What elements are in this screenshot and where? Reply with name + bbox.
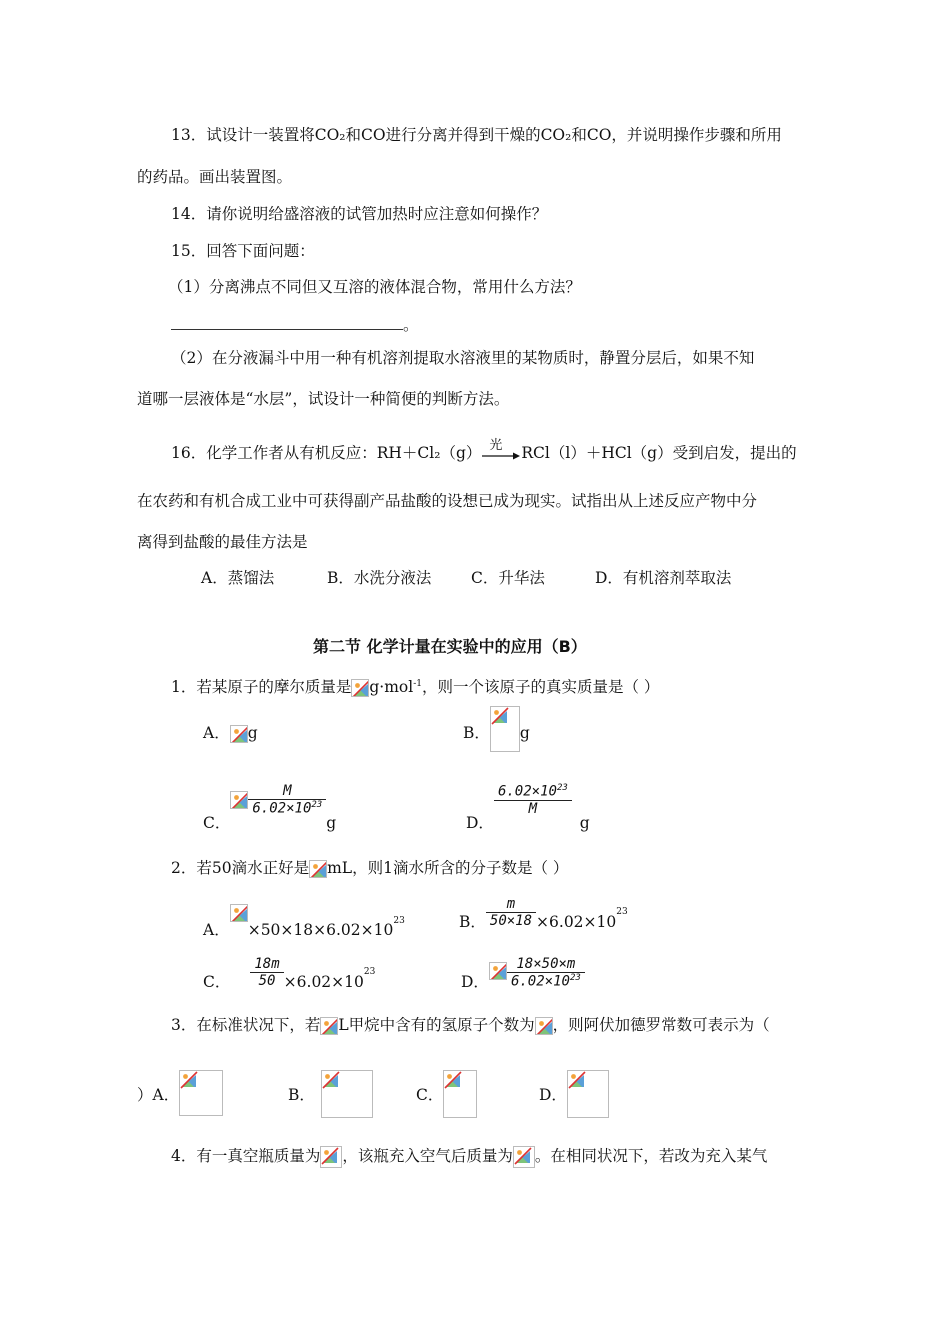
formula-image-icon [320,1017,338,1035]
q16-line2: 在农药和有机合成工业中可获得副产品盐酸的设想已成为现实。试指出从上述反应产物中分 [137,492,758,510]
exponent: 23 [311,800,323,810]
expression: ×6.02×10 [283,972,364,991]
option-label: C． [203,813,231,832]
fraction [250,956,283,989]
s1-option-d[interactable] [466,783,590,832]
numerator: 18m [250,956,283,973]
option-label: B． [463,724,490,742]
q13-line2: 的药品。画出装置图。 [137,168,293,186]
s2-option-b[interactable] [459,896,628,929]
s4-pre: 4．有一真空瓶质量为 [171,1147,321,1165]
option-label: A． [203,724,230,742]
unit: g [579,813,590,832]
option-label: D． [461,972,489,991]
s1-stem [171,673,659,698]
q15-2-line2: 道哪一层液体是“水层”，试设计一种简便的判断方法。 [137,390,510,408]
s1-post: ，则一个该原子的真实质量是（ ） [422,678,660,697]
option-label: C． [416,1086,444,1104]
q16-option-c[interactable]: C．升华法 [471,569,545,587]
q13-line1: 13．试设计一装置将CO₂和CO进行分离并得到干燥的CO₂和CO，并说明操作步骤和所用 [171,126,782,144]
formula-image-icon [230,904,248,922]
q16-line1 [171,438,797,465]
q16-pre: 16．化学工作者从有机反应：RH＋Cl₂（g） [171,444,482,462]
s3-option-b[interactable] [288,1070,373,1118]
s2-option-c[interactable] [203,956,375,989]
s3-option-d[interactable] [539,1070,609,1118]
formula-image-icon [567,1070,609,1118]
q16-option-d[interactable]: D．有机溶剂萃取法 [595,569,732,587]
q14: 14．请你说明给盛溶液的试管加热时应注意如何操作？ [171,205,548,223]
unit: g [326,813,337,832]
s3-option-c[interactable] [416,1070,477,1118]
section-title: 第二节 化学计量在实验中的应用（B） [313,637,587,656]
formula-image-icon [309,860,327,878]
right-arrow-icon [481,443,521,465]
exponent: 23 [569,973,581,983]
exponent: 23 [393,915,405,926]
numerator: 6.02×10 [497,783,557,800]
expression: ×50×18×6.02×10 [247,921,394,939]
formula-image-icon [230,725,248,743]
formula-image-icon [490,706,520,752]
numerator: m [486,896,536,913]
fraction [486,896,536,929]
option-label: D． [539,1086,567,1104]
s1-pre: 1．若某原子的摩尔质量是 [171,678,352,697]
unit: g [519,724,530,742]
formula-image-icon [443,1070,477,1118]
q16-post: RCl（l）＋HCl（g）受到启发，提出的 [521,444,797,462]
option-label: D． [466,813,494,832]
q15-1-answer-line [171,314,419,336]
formula-image-icon [320,1146,342,1168]
fraction [248,783,326,817]
fraction [507,956,585,990]
q16-option-a[interactable]: A．蒸馏法 [201,569,275,587]
option-label: A． [203,921,230,939]
s3-post: ，则阿伏加德罗常数可表示为（ [552,1016,770,1034]
arrow-label: 光 [489,438,503,453]
denominator: M [528,800,538,817]
s2-pre: 2．若50滴水正好是 [171,859,310,877]
s4-mid: ，该瓶充入空气后质量为 [342,1147,513,1165]
option-label: B． [288,1086,315,1104]
formula-image-icon [513,1146,535,1168]
s2-option-d[interactable] [461,956,585,990]
formula-image-icon [535,1017,553,1035]
option-label: C． [203,972,231,991]
unit: g [247,724,258,742]
q16-option-b[interactable]: B．水洗分液法 [327,569,432,587]
numerator: 18×50×m [507,956,585,973]
reaction-arrow [481,438,521,465]
numerator: M [248,783,326,800]
denominator: 50 [258,973,276,989]
answer-blank[interactable] [171,315,403,330]
option-label: ）A． [137,1086,180,1104]
q15-1: （1）分离沸点不同但又互溶的液体混合物，常用什么方法？ [168,278,581,296]
s1-option-a[interactable] [203,722,258,744]
s2-post: mL，则1滴水所含的分子数是（ ） [327,859,569,877]
period: 。 [403,316,419,334]
s4-post: 。在相同状况下，若改为充入某气 [534,1147,768,1165]
fraction [494,783,572,817]
expression: ×6.02×10 [536,912,617,931]
s3-pre: 3．在标准状况下，若 [171,1016,321,1034]
denominator: 6.02×10 [252,800,312,817]
formula-image-icon [489,962,507,980]
s3-mid: L甲烷中含有的氢原子个数为 [338,1016,535,1034]
q15: 15．回答下面问题： [171,242,315,260]
s1-exp: -1 [413,679,422,689]
denominator: 50×18 [489,913,533,929]
formula-image-icon [351,679,369,697]
exponent: 23 [363,967,376,978]
s1-unit: g·mol [369,678,414,697]
formula-image-icon [321,1070,373,1118]
formula-image-icon[interactable] [179,1070,223,1116]
s4-stem [171,1145,767,1168]
s3-stem [171,1014,770,1036]
q16-line3: 离得到盐酸的最佳方法是 [137,533,308,551]
q15-2-line1: （2）在分液漏斗中用一种有机溶剂提取水溶液里的某物质时，静置分层后，如果不知 [171,349,755,367]
option-label: B． [459,912,486,931]
s1-option-c[interactable] [203,783,337,832]
s2-stem [171,857,568,879]
exponent: 23 [616,907,628,918]
s3-options [137,1070,223,1116]
denominator: 6.02×10 [510,973,570,990]
formula-image-icon [230,791,248,809]
exponent: 23 [556,783,568,793]
s1-option-b[interactable] [463,706,530,752]
